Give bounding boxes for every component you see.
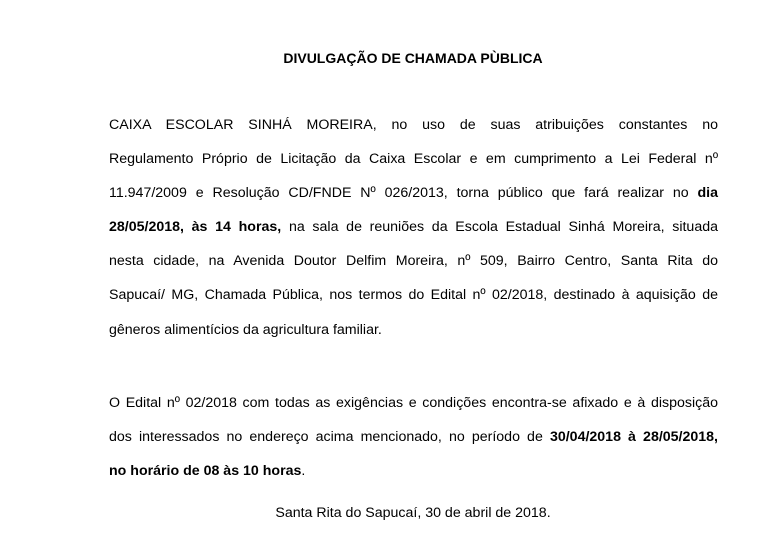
- availability-paragraph: [109, 386, 718, 488]
- event-date-prefix: dia: [697, 185, 718, 202]
- announcement-paragraph: [109, 108, 718, 347]
- paragraph-line: [109, 420, 718, 454]
- paragraph-line: [109, 454, 718, 488]
- event-date-time: 28/05/2018, às 14 horas,: [109, 219, 282, 236]
- paragraph-line: O Edital nº 02/2018 com todas as exigências e condições encontra-se afixado e à disposição: [109, 395, 718, 411]
- availability-hours: no horário de 08 às 10 horas: [109, 463, 302, 480]
- paragraph-line: gêneros alimentícios da agricultura familiar.: [109, 321, 382, 338]
- paragraph-text: .: [301, 463, 306, 480]
- paragraph-text: 11.947/2009 e Resolução CD/FNDE Nº 026/2013, torna público que fará realizar no: [109, 185, 698, 202]
- paragraph-text: dos interessados no endereço acima mencionado, no período de: [109, 429, 550, 446]
- paragraph-line: [109, 176, 718, 210]
- document-title: DIVULGAÇÃO DE CHAMADA PÙBLICA: [283, 50, 543, 66]
- paragraph-line: CAIXA ESCOLAR SINHÁ MOREIRA, no uso de suas atribuições constantes no: [109, 117, 718, 133]
- paragraph-line: Regulamento Próprio de Licitação da Caixa Escolar e em cumprimento a Lei Federal nº: [109, 151, 718, 168]
- paragraph-line: nesta cidade, na Avenida Doutor Delfim Moreira, nº 509, Bairro Centro, Santa Rita do: [109, 253, 718, 270]
- place-and-date: Santa Rita do Sapucaí, 30 de abril de 2018.: [275, 505, 551, 521]
- paragraph-line: Sapucaí/ MG, Chamada Pública, nos termos do Edital nº 02/2018, destinado à aquisição de: [109, 287, 718, 304]
- paragraph-text: na sala de reuniões da Escola Estadual Sinhá Moreira, situada: [281, 219, 718, 236]
- availability-period: 30/04/2018 à 28/05/2018,: [549, 429, 719, 446]
- paragraph-line: [109, 210, 718, 244]
